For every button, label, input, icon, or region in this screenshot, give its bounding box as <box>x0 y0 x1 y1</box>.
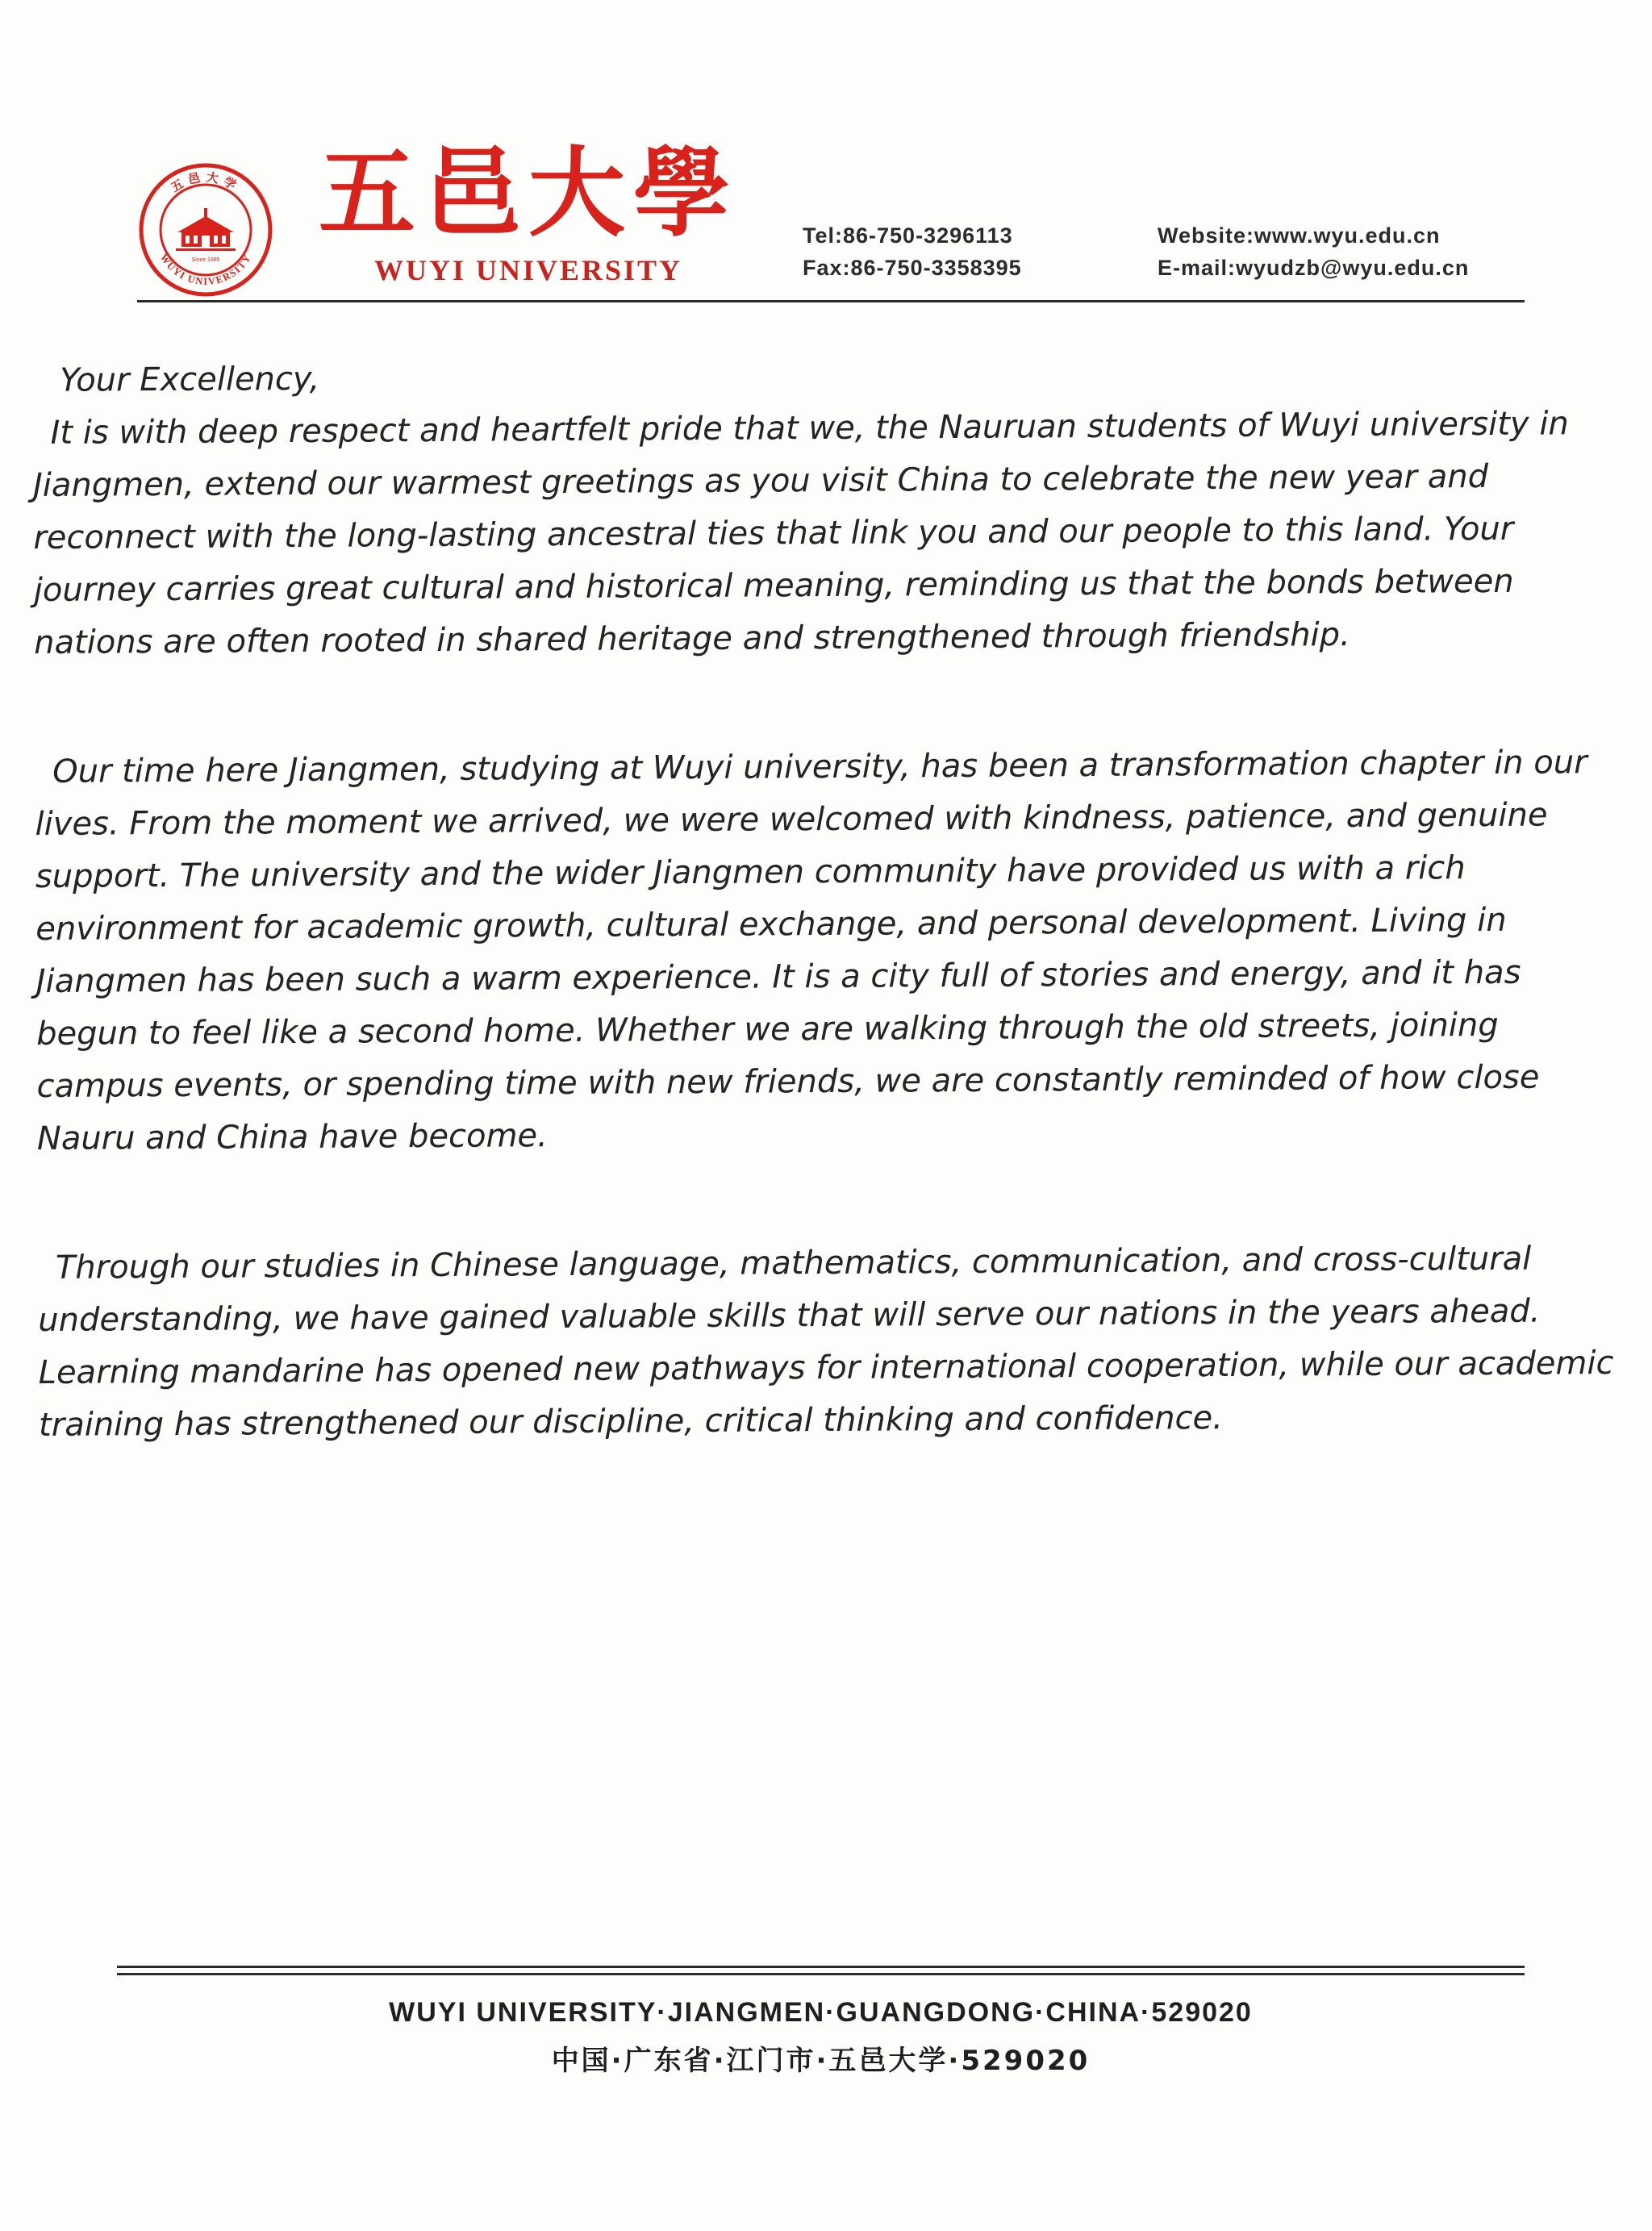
email-address: E-mail:wyudzb@wyu.edu.cn <box>1158 256 1470 280</box>
footer-address-cn: 中国·广东省·江门市·五邑大学·529020 <box>551 2045 1091 2077</box>
university-seal-logo <box>137 161 274 298</box>
website-address: Website:www.wyu.edu.cn <box>1158 223 1441 248</box>
letter-paragraph-2: Our time here Jiangmen, studying at Wuyi university, has been a transformation chapter in our lives. From the moment we arrived, we were welcomed with kindness, patience, and genuine support. The university and the wider Jiangmen community have provided us with a rich environment for academic growth, cultural exchange, and personal development. Living in Jiangmen has been such a warm experience. It is a city full of stories and energy, and it has begun to feel like a second home. Whether we are walking through the old streets, joining campus events, or spending time with new friends, we are constantly reminded of how close Nauru and China have become. <box>35 744 1587 1157</box>
letterhead <box>137 137 1525 307</box>
university-wordmark <box>294 137 762 298</box>
telephone-number: Tel:86-750-3296113 <box>803 223 1013 248</box>
header-divider <box>137 300 1525 302</box>
footer-divider-bottom <box>117 1973 1525 1975</box>
letter-paragraph-1: It is with deep respect and heartfelt pride that we, the Nauruan students of Wuyi university in Jiangmen, extend our warmest greetings as you visit China to celebrate the new year and reconnect with the long-lasting ancestral ties that link you and our people to this land. Your journey carries great cultural and historical meaning, reminding us that the bonds between nations are often rooted in shared heritage and strengthened through friendship. <box>32 405 1569 661</box>
letter-salutation: Your Excellency, <box>60 360 320 399</box>
footer-address-en: WUYI UNIVERSITY·JIANGMEN·GUANGDONG·CHINA·529020 <box>389 1997 1253 2028</box>
university-name-en: WUYI UNIVERSITY <box>373 254 683 286</box>
svg-text:WUYI UNIVERSITY: WUYI UNIVERSITY <box>157 252 254 288</box>
svg-text:Since 1985: Since 1985 <box>191 257 220 263</box>
letter-paragraph-3: Through our studies in Chinese language, mathematics, communication, and cross-cultural understanding, we have gained valuable skills that will serve our nations in the years ahead. Learning mandarine has opened new pathways for international cooperation, while our academic training has strengthened our discipline, critical thinking and confidence. <box>38 1240 1614 1444</box>
fax-number: Fax:86-750-3358395 <box>803 256 1022 280</box>
university-name-cn: 五邑大學 <box>319 136 738 250</box>
footer-divider-top <box>117 1966 1525 1968</box>
handwritten-letter-body <box>32 345 1628 1452</box>
svg-text:五邑大学: 五邑大学 <box>168 169 244 195</box>
